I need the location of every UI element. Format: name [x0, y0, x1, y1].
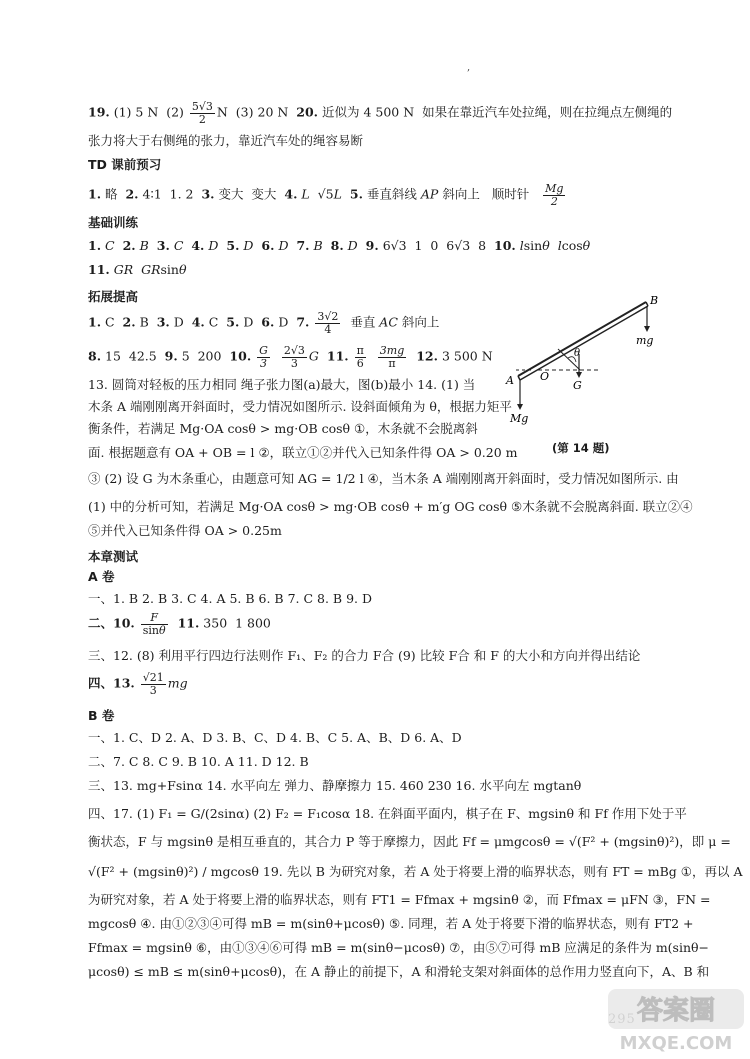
answer-line: 8. 15 42.5 9. 5 200 10. $\frac{G}{3}$ $\frac{2√3}{3}$ G 11. $\frac{\pi}{6}$ $\frac{3mg}{\pi}$ 12. 3 500 N	[88, 344, 493, 370]
watermark-logo	[606, 985, 746, 1057]
stray-mark: ,	[467, 62, 471, 73]
answer-line-tuozhan: 1. C 2. B 3. D 4. C 5. D 6. D 7. $\frac{3√2}{4}$ 垂直 AC 斜向上	[88, 310, 440, 336]
answer-line: 四、13. $\frac{√21}{3}$ mg	[88, 671, 188, 697]
label-Mg: Mg	[510, 412, 529, 425]
answer-line-preview: 1. 略 2. 4∶1 1. 2 3. 变大 变大 4. L √5L 5. 垂直斜线 AP 斜向上 顺时针 $\frac{Mg}{2}$	[88, 182, 564, 208]
answer-line: Ffmax = mgsinθ ⑥，由①③④⑥可得 mB = m(sinθ−μcosθ) ⑦，由⑤⑦可得 mB 应满足的条件为 m(sinθ−	[88, 940, 710, 955]
label-mg: mg	[636, 334, 654, 347]
answer-line: mgcosθ ④. 由①②③④可得 mB = m(sinθ+μcosθ) ⑤. 同理，若 A 处于将要下滑的临界状态，则有 FT2 +	[88, 916, 694, 931]
answer-line: 张力将大于右侧绳的张力，靠近汽车处的绳容易断	[88, 133, 364, 148]
answer-line: 面. 根据题意有 OA + OB = l ②，联立①②并代入已知条件得 OA > 0.20 m	[88, 445, 518, 460]
answer-line: 二、7. C 8. C 9. B 10. A 11. D 12. B	[88, 754, 309, 769]
answer-line: 二、10. $\frac{F}{\sin\theta}$ 11. 350 1 800	[88, 611, 271, 637]
question-14-figure	[498, 294, 668, 434]
section-heading-jichu: 基础训练	[88, 215, 139, 230]
answer-line: 三、12. (8) 利用平行四边行法则作 F₁、F₂ 的合力 F合 (9) 比较 F合 和 F 的大小和方向并得出结论	[88, 648, 641, 663]
section-heading-td: TD 课前预习	[88, 157, 162, 172]
answer-line-19-20: 19. (1) 5 N (2) $\frac{5√3}{2}$ N (3) 20 N 20. 近似为 4 500 N 如果在靠近汽车处拉绳，则在拉绳点左侧绳的	[88, 100, 673, 126]
answer-line: 四、17. (1) F₁ = G/(2sinα) (2) F₂ = F₁cosα 18. 在斜面平面内，棋子在 F、mgsinθ 和 Ff 作用下处于平	[88, 806, 687, 821]
section-heading-tuozhan: 拓展提高	[88, 289, 139, 304]
svg-text:MXQE.COM: MXQE.COM	[619, 1033, 733, 1054]
section-heading-a-paper: A 卷	[88, 569, 115, 584]
answer-line: 一、1. B 2. B 3. C 4. A 5. B 6. B 7. C 8. B 9. D	[88, 591, 372, 606]
answer-line: 一、1. C、D 2. A、D 3. B、C、D 4. B、C 5. A、B、D 6. A、D	[88, 730, 462, 745]
section-heading-b-paper: B 卷	[88, 708, 115, 723]
label-g: G	[573, 379, 582, 392]
answer-line: √(F² + (mgsinθ)²) / mgcosθ 19. 先以 B 为研究对象，若 A 处于将要上滑的临界状态，则有 FT = mBg ①，再以 A	[88, 864, 743, 879]
figure-caption: (第 14 题)	[552, 441, 610, 455]
answer-line: 衡条件，若满足 Mg·OA cosθ > mg·OB cosθ ①，木条就不会脱离斜	[88, 421, 478, 436]
answer-line: 11. GR GRsinθ	[88, 262, 187, 277]
answer-line: (1) 中的分析可知，若满足 Mg·OA cosθ > mg·OB cosθ + m′g OG cosθ ⑤木条就不会脱离斜面. 联立②④	[88, 499, 693, 514]
answer-line: 木条 A 端刚刚离开斜面时，受力情况如图所示. 设斜面倾角为 θ，根据力矩平	[88, 399, 512, 414]
section-heading-chapter-test: 本章测试	[88, 549, 139, 564]
answer-line: 为研究对象，若 A 处于将要上滑的临界状态，则有 FT1 = Ffmax + mgsinθ ②，而 Ffmax = μFN ③，FN =	[88, 892, 711, 907]
answer-line-jichu: 1. C 2. B 3. C 4. D 5. D 6. D 7. B 8. D 9. 6√3 1 0 6√3 8 10. lsinθ lcosθ	[88, 238, 591, 253]
svg-text:答案圈: 答案圈	[636, 996, 716, 1026]
label-b: B	[650, 294, 659, 307]
answer-line: μcosθ) ≤ mB ≤ m(sinθ+μcosθ)，在 A 静止的前提下，A 和滑轮支架对斜面体的总作用力竖直向下，A、B 和	[88, 964, 710, 979]
label-theta: θ	[574, 348, 581, 359]
answer-line: ③ (2) 设 G 为木条重心，由题意可知 AG = 1/2 l ④，当木条 A 端刚刚离开斜面时，受力情况如图所示. 由	[88, 471, 679, 486]
answer-line: 三、13. mg+Fsinα 14. 水平向左 弹力、静摩擦力 15. 460 230 16. 水平向左 mgtanθ	[88, 778, 582, 793]
answer-line: ⑤并代入已知条件得 OA > 0.25m	[88, 523, 282, 538]
label-o: O	[540, 370, 550, 383]
answer-line: 13. 圆筒对轻板的压力相同 绳子张力图(a)最大，图(b)最小 14. (1) 当	[88, 377, 476, 392]
label-a: A	[506, 374, 514, 387]
answer-line: 衡状态，F 与 mgsinθ 是相互垂直的，其合力 P 等于摩擦力，因此 Ff = μmgcosθ = √(F² + (mgsinθ)²)，即 μ =	[88, 834, 731, 849]
